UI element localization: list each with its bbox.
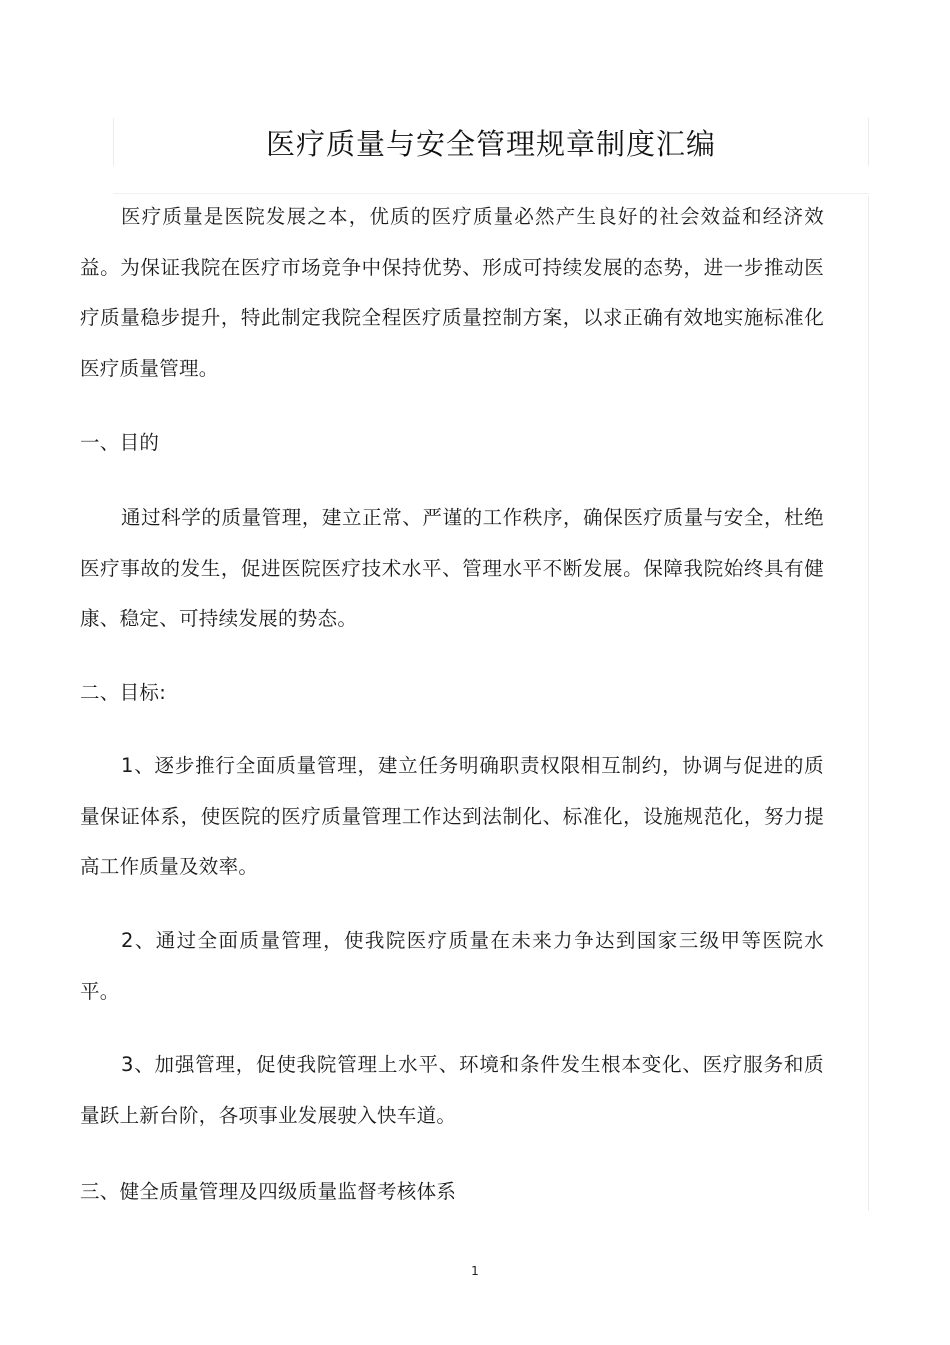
page-number: 1 bbox=[471, 1264, 479, 1278]
goal-item-2: 2、通过全面质量管理，使我院医疗质量在未来力争达到国家三级甲等医院水平。 bbox=[80, 929, 824, 1003]
section-heading-system: 三、健全质量管理及四级质量监督考核体系 bbox=[80, 1180, 457, 1203]
goal-item-1: 1、逐步推行全面质量管理，建立任务明确职责权限相互制约，协调与促进的质量保证体系，使医院的医疗质量管理工作达到法制化、标准化，设施规范化，努力提高工作质量及效率。 bbox=[80, 754, 824, 878]
section-heading-goals: 二、目标: bbox=[80, 681, 167, 704]
section-heading-purpose: 一、目的 bbox=[80, 431, 160, 454]
goal-item-3: 3、加强管理，促使我院管理上水平、环境和条件发生根本变化、医疗服务和质量跃上新台阶，各项事业发展驶入快车道。 bbox=[80, 1053, 824, 1127]
purpose-paragraph: 通过科学的质量管理，建立正常、严谨的工作秩序，确保医疗质量与安全，杜绝医疗事故的发生，促进医院医疗技术水平、管理水平不断发展。保障我院始终具有健康、稳定、可持续发展的势态。 bbox=[80, 506, 824, 630]
intro-paragraph: 医疗质量是医院发展之本，优质的医疗质量必然产生良好的社会效益和经济效益。为保证我院在医疗市场竞争中保持优势、形成可持续发展的态势，进一步推动医疗质量稳步提升，特此制定我院全程医疗质量控制方案，以求正确有效地实施标准化医疗质量管理。 bbox=[80, 205, 824, 380]
body-right-border bbox=[868, 196, 869, 1211]
document-title: 医疗质量与安全管理规章制度汇编 bbox=[265, 127, 716, 161]
